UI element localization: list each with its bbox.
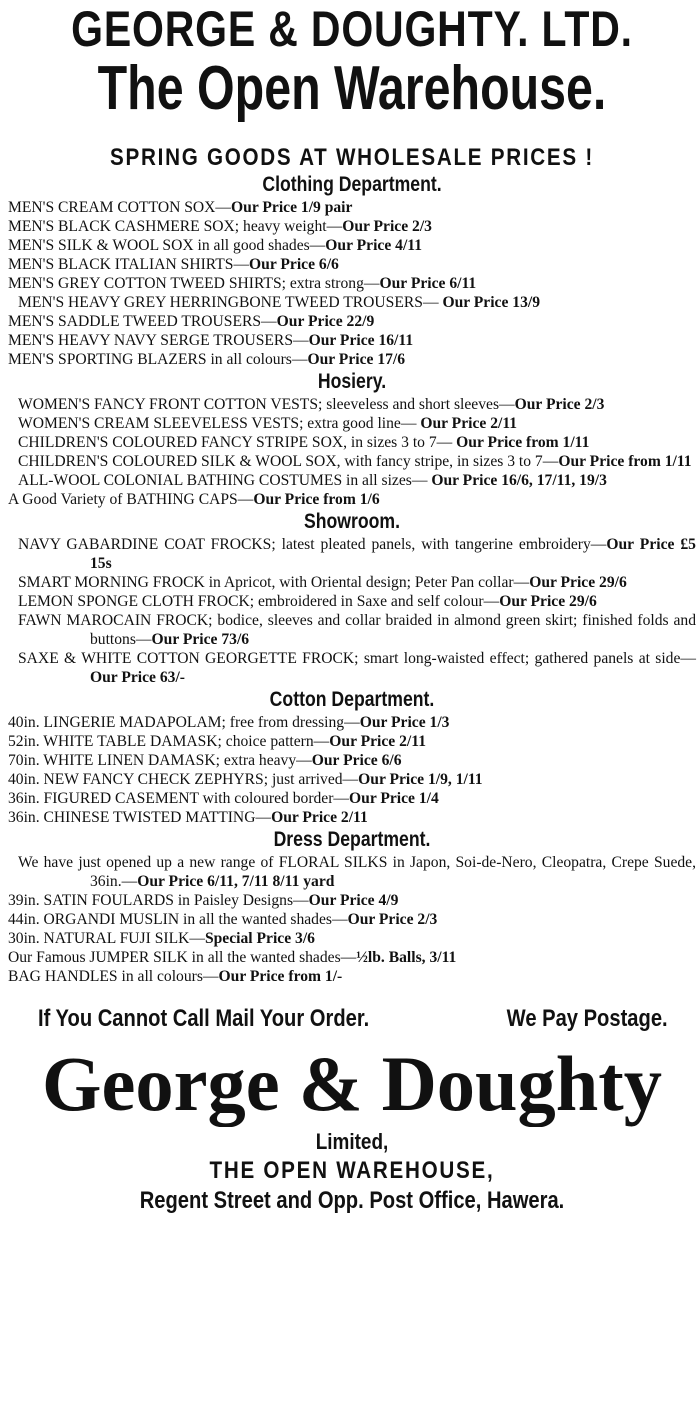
section-title: Showroom. xyxy=(303,510,401,533)
item-list xyxy=(8,853,696,986)
list-item: 70in. WHITE LINEN DAMASK; extra heavy—Our Price 6/6 xyxy=(8,752,402,769)
limited-text: Limited, xyxy=(315,1129,389,1154)
list-item: 30in. NATURAL FUJI SILK—Special Price 3/6 xyxy=(8,930,315,947)
list-item: 39in. SATIN FOULARDS in Paisley Designs—Our Price 4/9 xyxy=(8,892,399,909)
list-item: LEMON SPONGE CLOTH FROCK; embroidered in Saxe and self colour—Our Price 29/6 xyxy=(18,593,597,610)
item-list xyxy=(8,198,696,369)
item-list xyxy=(8,713,696,827)
section-title: Dress Department. xyxy=(273,828,431,851)
list-item: CHILDREN'S COLOURED SILK & WOOL SOX, with fancy stripe, in sizes 3 to 7—Our Price from 1/11 xyxy=(18,453,692,470)
item-list xyxy=(8,535,696,687)
list-item: 36in. CHINESE TWISTED MATTING—Our Price 2/11 xyxy=(8,809,368,826)
list-item: 36in. FIGURED CASEMENT with coloured border—Our Price 1/4 xyxy=(8,790,439,807)
item-list xyxy=(8,395,696,509)
section-dress xyxy=(8,827,696,986)
list-item: Our Famous JUMPER SILK in all the wanted shades—½lb. Balls, 3/11 xyxy=(8,949,457,966)
section-title: Clothing Department. xyxy=(262,173,442,196)
list-item: MEN'S SADDLE TWEED TROUSERS—Our Price 22/9 xyxy=(8,313,375,330)
list-item: MEN'S BLACK CASHMERE SOX; heavy weight—Our Price 2/3 xyxy=(8,218,432,235)
section-title: Cotton Department. xyxy=(269,688,435,711)
list-item: MEN'S SPORTING BLAZERS in all colours—Our Price 17/6 xyxy=(8,351,406,368)
list-item: We have just opened up a new range of FLORAL SILKS in Japon, Soi-de-Nero, Cleopatra, Crepe Suede, 36in.—Our Price 6/11, 7/11 8/11 yard xyxy=(18,854,696,890)
list-item: A Good Variety of BATHING CAPS—Our Price from 1/6 xyxy=(8,491,380,508)
list-item: ALL-WOOL COLONIAL BATHING COSTUMES in all sizes— Our Price 16/6, 17/11, 19/3 xyxy=(18,472,607,489)
warehouse-text: THE OPEN WAREHOUSE, xyxy=(209,1157,495,1184)
list-item: 44in. ORGANDI MUSLIN in all the wanted shades—Our Price 2/3 xyxy=(8,911,438,928)
department-sections xyxy=(8,172,696,986)
list-item: 40in. NEW FANCY CHECK ZEPHYRS; just arrived—Our Price 1/9, 1/11 xyxy=(8,771,483,788)
tagline: SPRING GOODS AT WHOLESALE PRICES ! xyxy=(110,144,594,171)
section-cotton xyxy=(8,687,696,827)
section-title: Hosiery. xyxy=(317,370,387,393)
list-item: MEN'S GREY COTTON TWEED SHIRTS; extra strong—Our Price 6/11 xyxy=(8,275,477,292)
list-item: WOMEN'S CREAM SLEEVELESS VESTS; extra good line— Our Price 2/11 xyxy=(18,415,518,432)
address-text: Regent Street and Opp. Post Office, Hawera. xyxy=(139,1187,565,1214)
section-clothing xyxy=(8,172,696,369)
list-item: SAXE & WHITE COTTON GEORGETTE FROCK; smart long-waisted effect; gathered panels at side—Our Price 63/- xyxy=(18,650,696,686)
advertisement-page xyxy=(0,2,700,1421)
company-heading: GEORGE & DOUGHTY. LTD. xyxy=(71,1,633,57)
list-item: NAVY GABARDINE COAT FROCKS; latest pleated panels, with tangerine embroidery—Our Price £5 15s xyxy=(18,536,696,572)
list-item: MEN'S SILK & WOOL SOX in all good shades—Our Price 4/11 xyxy=(8,237,423,254)
section-showroom xyxy=(8,509,696,687)
list-item: SMART MORNING FROCK in Apricot, with Oriental design; Peter Pan collar—Our Price 29/6 xyxy=(18,574,627,591)
signature-heading: George & Doughty xyxy=(42,1040,662,1127)
list-item: FAWN MAROCAIN FROCK; bodice, sleeves and collar braided in almond green skirt; finished folds and buttons—Our Price 73/6 xyxy=(18,612,696,648)
list-item: 40in. LINGERIE MADAPOLAM; free from dressing—Our Price 1/3 xyxy=(8,714,450,731)
list-item: MEN'S HEAVY NAVY SERGE TROUSERS—Our Price 16/11 xyxy=(8,332,414,349)
list-item: MEN'S CREAM COTTON SOX—Our Price 1/9 pair xyxy=(8,199,353,216)
mail-order-text: If You Cannot Call Mail Your Order. xyxy=(38,1005,370,1032)
list-item: CHILDREN'S COLOURED FANCY STRIPE SOX, in sizes 3 to 7— Our Price from 1/11 xyxy=(18,434,590,451)
list-item: MEN'S HEAVY GREY HERRINGBONE TWEED TROUSERS— Our Price 13/9 xyxy=(18,294,541,311)
postage-text: We Pay Postage. xyxy=(507,1005,668,1032)
list-item: BAG HANDLES in all colours—Our Price from 1/- xyxy=(8,968,343,985)
section-hosiery xyxy=(8,369,696,509)
mail-order-row xyxy=(8,1004,696,1034)
store-heading: The Open Warehouse. xyxy=(97,54,607,123)
list-item: MEN'S BLACK ITALIAN SHIRTS—Our Price 6/6 xyxy=(8,256,339,273)
list-item: 52in. WHITE TABLE DAMASK; choice pattern—Our Price 2/11 xyxy=(8,733,426,750)
list-item: WOMEN'S FANCY FRONT COTTON VESTS; sleeveless and short sleeves—Our Price 2/3 xyxy=(18,396,605,413)
